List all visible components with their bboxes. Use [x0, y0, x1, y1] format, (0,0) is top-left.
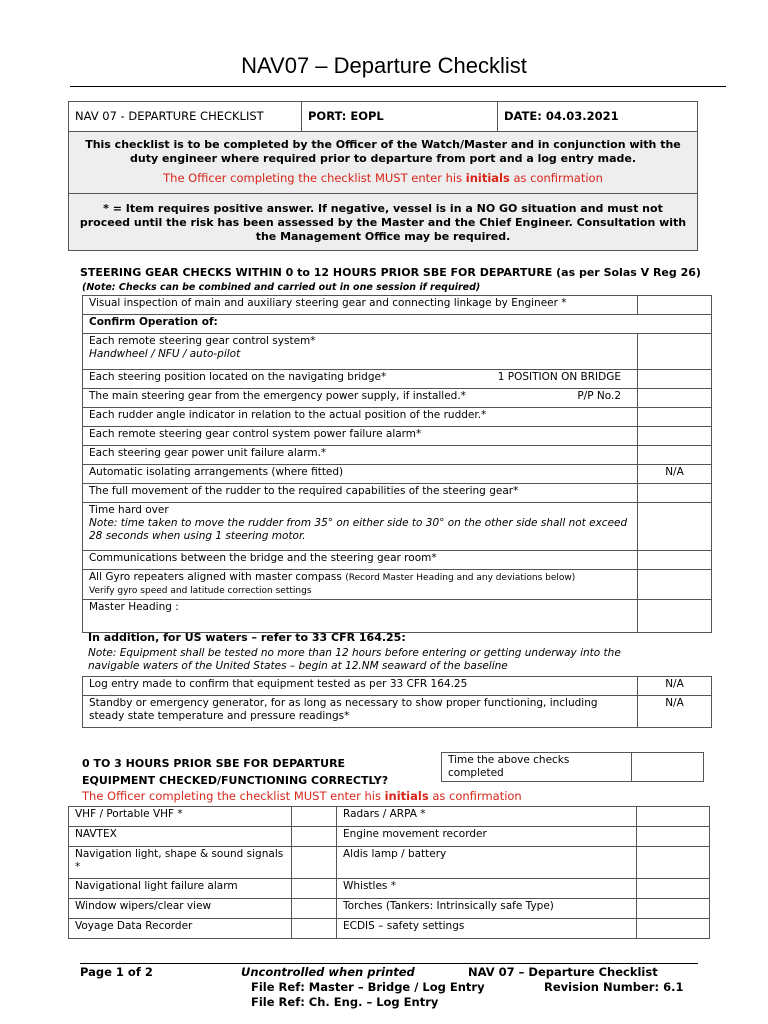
equipment-left-check[interactable]	[292, 827, 337, 847]
row-label	[83, 503, 638, 551]
section2-heading	[82, 755, 388, 789]
table-row	[83, 446, 712, 465]
row-check[interactable]	[638, 389, 712, 408]
table-row	[83, 465, 712, 484]
row-text: Each steering position located on the navigating bridge*	[89, 371, 387, 383]
table-row	[69, 827, 710, 847]
asterisk-note: * = Item requires positive answer. If negative, vessel is in a NO GO situation and must not proceed until the risk has been assessed by the Master and the Chief Engineer. Consultation with the Management Office may be required.	[69, 194, 697, 250]
intro-block	[69, 132, 697, 194]
time-completed-table	[441, 752, 704, 782]
checklist-label: NAV 07 - DEPARTURE CHECKLIST	[69, 102, 302, 131]
equipment-right-check[interactable]	[637, 879, 710, 899]
us-table	[82, 676, 712, 728]
footer-revision: Revision Number: 6.1	[544, 980, 684, 994]
row-text: Each remote steering gear control system*	[89, 335, 316, 347]
officer-note-post: as confirmation	[428, 789, 522, 803]
officer-note-bold: initials	[465, 171, 510, 185]
equipment-right: Aldis lamp / battery	[337, 847, 637, 879]
table-row	[83, 484, 712, 503]
table-row	[69, 879, 710, 899]
equipment-left-check[interactable]	[292, 847, 337, 879]
footer-page: Page 1 of 2	[80, 965, 153, 979]
section2-heading-line2: EQUIPMENT CHECKED/FUNCTIONING CORRECTLY?	[82, 774, 389, 787]
equipment-right-check[interactable]	[637, 919, 710, 939]
table-row	[83, 370, 712, 389]
officer-note-pre: The Officer completing the checklist MUST enter his	[163, 171, 466, 185]
table-row	[69, 847, 710, 879]
table-row	[83, 334, 712, 370]
row-text: All Gyro repeaters aligned with master compass	[89, 571, 342, 583]
footer-ref2: File Ref: Ch. Eng. – Log Entry	[251, 995, 439, 1009]
row-label: The full movement of the rudder to the required capabilities of the steering gear*	[83, 484, 638, 503]
intro-text: This checklist is to be completed by the Officer of the Watch/Master and in conjunction with the duty engineer where required prior to departure from port and a log entry made.	[85, 138, 681, 165]
row-check[interactable]	[638, 427, 712, 446]
officer-note-post: as confirmation	[509, 171, 603, 185]
row-label	[83, 370, 638, 389]
equipment-right-check[interactable]	[637, 899, 710, 919]
row-remark: P/P No.2	[577, 390, 621, 402]
equipment-left-check[interactable]	[292, 919, 337, 939]
page-title: NAV07 – Departure Checklist	[241, 53, 527, 78]
time-completed-label: Time the above checks completed	[442, 753, 632, 782]
table-row	[83, 296, 712, 315]
table-row	[83, 696, 712, 728]
header-box	[68, 101, 698, 251]
row-label: Communications between the bridge and the steering gear room*	[83, 551, 638, 570]
row-label: Standby or emergency generator, for as long as necessary to show proper functioning, including steady state temperature and pressure readings*	[83, 696, 638, 728]
row-label: Automatic isolating arrangements (where fitted)	[83, 465, 638, 484]
steering-note: (Note: Checks can be combined and carried out in one session if required)	[82, 282, 481, 293]
port-field[interactable]: PORT: EOPL	[302, 102, 498, 131]
us-note: Note: Equipment shall be tested no more than 12 hours before entering or getting underway into the navigable waters of the United States – begin at 12.NM seaward of the baseline	[88, 647, 621, 672]
footer-ref1: File Ref: Master – Bridge / Log Entry	[251, 980, 485, 994]
row-label: Master Heading :	[83, 600, 638, 633]
row-subtext: Verify gyro speed and latitude correction settings	[89, 586, 312, 596]
row-label: Each steering gear power unit failure alarm.*	[83, 446, 638, 465]
row-subtext: Note: time taken to move the rudder from 35° on either side to 30° on the other side shall not exceed 28 seconds when using 1 steering motor.	[89, 517, 628, 542]
equipment-left: Voyage Data Recorder	[69, 919, 292, 939]
row-label: Each rudder angle indicator in relation to the actual position of the rudder.*	[83, 408, 638, 427]
officer-note-2	[82, 789, 522, 803]
table-row	[69, 919, 710, 939]
time-completed-input[interactable]	[632, 753, 704, 782]
row-check[interactable]	[638, 296, 712, 315]
row-check[interactable]	[638, 370, 712, 389]
header-row	[69, 102, 697, 132]
equipment-right-check[interactable]	[637, 847, 710, 879]
equipment-right-check[interactable]	[637, 807, 710, 827]
row-text: The main steering gear from the emergency power supply, if installed.*	[89, 390, 466, 402]
row-label: Log entry made to confirm that equipment tested as per 33 CFR 164.25	[83, 677, 638, 696]
table-row	[69, 899, 710, 919]
equipment-right-check[interactable]	[637, 827, 710, 847]
section2-heading-line1: 0 TO 3 HOURS PRIOR SBE FOR DEPARTURE	[82, 757, 346, 770]
row-check[interactable]	[638, 551, 712, 570]
row-check[interactable]: N/A	[638, 696, 712, 728]
confirm-operation-label: Confirm Operation of:	[83, 315, 712, 334]
row-check[interactable]	[638, 334, 712, 370]
row-label: Each remote steering gear control system power failure alarm*	[83, 427, 638, 446]
table-row	[83, 408, 712, 427]
table-row	[83, 427, 712, 446]
table-row	[83, 503, 712, 551]
footer-uncontrolled: Uncontrolled when printed	[241, 965, 415, 979]
row-check[interactable]: N/A	[638, 465, 712, 484]
equipment-left: Navigation light, shape & sound signals *	[69, 847, 292, 879]
equipment-left: Navigational light failure alarm	[69, 879, 292, 899]
us-heading: In addition, for US waters – refer to 33 CFR 164.25:	[88, 631, 406, 644]
row-check[interactable]	[638, 503, 712, 551]
row-remark: 1 POSITION ON BRIDGE	[497, 371, 621, 383]
row-label	[83, 334, 638, 370]
table-row	[83, 315, 712, 334]
equipment-left: Window wipers/clear view	[69, 899, 292, 919]
row-check[interactable]	[638, 484, 712, 503]
footer-divider	[80, 963, 698, 964]
row-small: (Record Master Heading and any deviations below)	[345, 573, 576, 583]
row-label	[83, 570, 638, 600]
officer-note	[79, 171, 687, 185]
row-subtext: Handwheel / NFU / auto-pilot	[89, 348, 241, 360]
equipment-right: Torches (Tankers: Intrinsically safe Type)	[337, 899, 637, 919]
officer-note-pre: The Officer completing the checklist MUST enter his	[82, 789, 385, 803]
row-label: Visual inspection of main and auxiliary steering gear and connecting linkage by Engineer *	[83, 296, 638, 315]
equipment-left-check[interactable]	[292, 899, 337, 919]
date-field[interactable]: DATE: 04.03.2021	[504, 109, 619, 123]
steering-table	[82, 295, 712, 633]
table-row	[69, 807, 710, 827]
row-label	[83, 389, 638, 408]
equipment-right: Radars / ARPA *	[337, 807, 637, 827]
footer-doc: NAV 07 – Departure Checklist	[468, 965, 658, 979]
equipment-right: ECDIS – safety settings	[337, 919, 637, 939]
equipment-table	[68, 806, 710, 939]
row-check[interactable]	[638, 408, 712, 427]
equipment-left-check[interactable]	[292, 879, 337, 899]
equipment-right: Engine movement recorder	[337, 827, 637, 847]
title-divider	[70, 86, 726, 87]
table-row	[83, 570, 712, 600]
row-check[interactable]: N/A	[638, 677, 712, 696]
equipment-right: Whistles *	[337, 879, 637, 899]
table-row	[83, 600, 712, 633]
equipment-left-check[interactable]	[292, 807, 337, 827]
equipment-left: VHF / Portable VHF *	[69, 807, 292, 827]
row-text: Time hard over	[89, 504, 169, 516]
steering-heading: STEERING GEAR CHECKS WITHIN 0 to 12 HOURS PRIOR SBE FOR DEPARTURE (as per Solas V Reg 26)	[80, 266, 701, 279]
table-row	[83, 677, 712, 696]
row-check[interactable]	[638, 570, 712, 600]
row-check[interactable]	[638, 446, 712, 465]
officer-note-bold: initials	[384, 789, 429, 803]
row-check[interactable]	[638, 600, 712, 633]
equipment-left: NAVTEX	[69, 827, 292, 847]
table-row	[83, 389, 712, 408]
table-row	[83, 551, 712, 570]
